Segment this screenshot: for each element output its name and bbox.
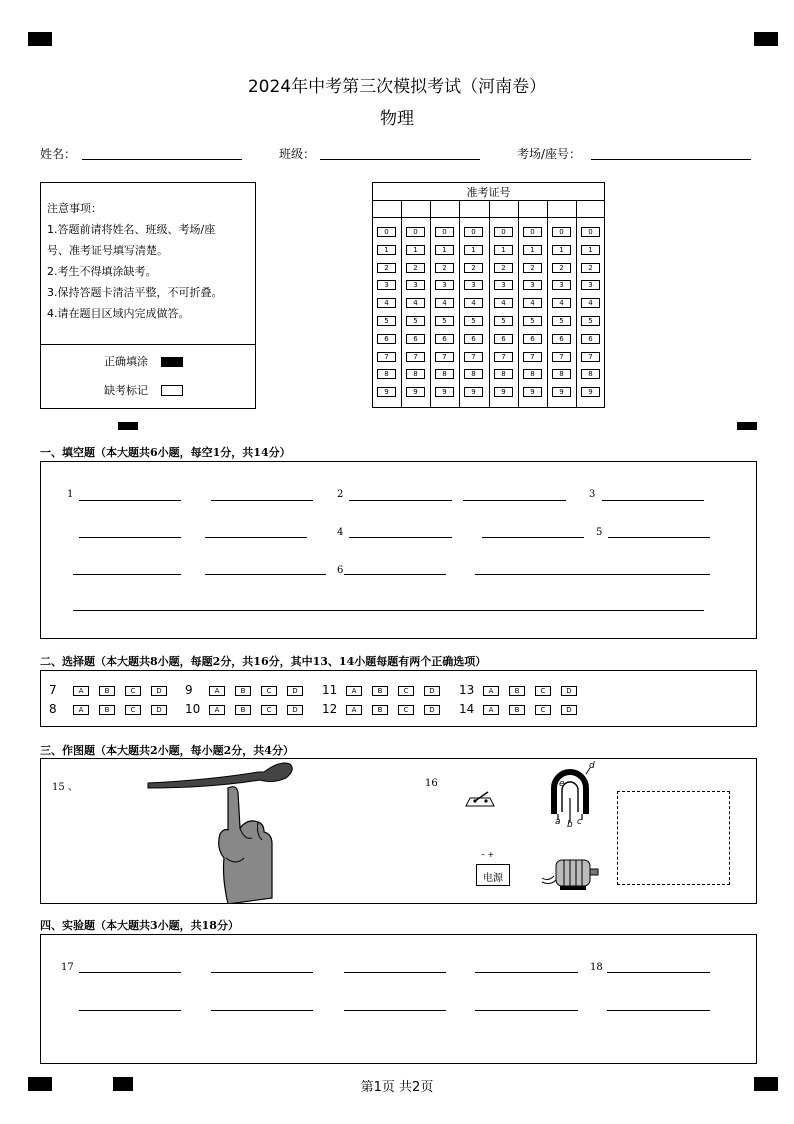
notice-item-2: 2.考生不得填涂缺考。 (47, 265, 157, 278)
admission-column-divider (518, 200, 519, 408)
fill-blank[interactable] (344, 574, 446, 575)
fill-blank[interactable] (602, 500, 704, 501)
notice-item-1: 1.答题前请将姓名、班级、考场/座 (47, 223, 216, 236)
admission-digit-bubble[interactable]: 0 (581, 227, 600, 237)
switch-icon (464, 788, 498, 810)
notice-item-1b: 号、准考证号填写清楚。 (47, 244, 168, 257)
admission-digit-bubble[interactable]: 1 (552, 245, 571, 255)
admission-digit-bubble[interactable]: 0 (377, 227, 396, 237)
choice-option-d[interactable]: D (151, 705, 167, 715)
registration-mark-mid-left (118, 422, 138, 430)
admission-digit-bubble[interactable]: 9 (377, 387, 396, 397)
fill-blank[interactable] (349, 537, 452, 538)
section-fill-box (40, 461, 757, 639)
admission-digit-bubble[interactable]: 9 (552, 387, 571, 397)
admission-digit-bubble[interactable]: 4 (464, 298, 483, 308)
admission-digit-bubble[interactable]: 2 (435, 263, 454, 273)
coil-label-c: c (577, 817, 582, 827)
admission-digit-bubble[interactable]: 5 (494, 316, 513, 326)
admission-digit-bubble[interactable]: 9 (581, 387, 600, 397)
fill-blank[interactable] (205, 537, 307, 538)
admission-digit-bubble[interactable]: 1 (494, 245, 513, 255)
registration-mark-top-left (28, 32, 52, 46)
choice-question-number: 11 (322, 683, 338, 697)
choice-option-d[interactable]: D (561, 705, 577, 715)
admission-digit-bubble[interactable]: 8 (406, 369, 425, 379)
fill-blank[interactable] (79, 500, 181, 501)
admission-digit-bubble[interactable]: 2 (552, 263, 571, 273)
class-label: 班级： (279, 147, 316, 161)
admission-digit-bubble[interactable]: 1 (406, 245, 425, 255)
fill-q2-number: 2 (337, 489, 344, 500)
admission-digit-entry[interactable] (460, 201, 487, 216)
section-experiment-box (40, 934, 757, 1064)
admission-digit-bubble[interactable]: 2 (377, 263, 396, 273)
seat-field[interactable] (591, 159, 751, 160)
admission-digit-bubble[interactable]: 6 (494, 334, 513, 344)
admission-digit-bubble[interactable]: 4 (552, 298, 571, 308)
experiment-blank[interactable] (607, 1010, 710, 1011)
admission-digit-bubble[interactable]: 8 (523, 369, 542, 379)
choice-option-b[interactable]: B (99, 705, 115, 715)
choice-option-a[interactable]: A (73, 686, 89, 696)
admission-digit-bubble[interactable]: 4 (494, 298, 513, 308)
admission-digit-bubble[interactable]: 6 (523, 334, 542, 344)
admission-digit-bubble[interactable]: 3 (523, 280, 542, 290)
choice-option-b[interactable]: B (235, 686, 251, 696)
experiment-q18-number: 18 (590, 962, 603, 973)
coil-label-d: d (589, 761, 595, 771)
experiment-q17-number: 17 (61, 962, 74, 973)
admission-digit-bubble[interactable]: 4 (377, 298, 396, 308)
admission-digit-bubble[interactable]: 7 (435, 352, 454, 362)
admission-column-divider (459, 200, 460, 408)
class-field[interactable] (320, 159, 480, 160)
admission-digit-bubble[interactable]: 6 (406, 334, 425, 344)
choice-option-d[interactable]: D (287, 686, 303, 696)
fill-blank[interactable] (79, 537, 181, 538)
admission-digit-bubble[interactable]: 8 (494, 369, 513, 379)
admission-digit-bubble[interactable]: 1 (464, 245, 483, 255)
motor-icon (540, 852, 602, 892)
fill-blank[interactable] (205, 574, 326, 575)
experiment-blank[interactable] (344, 1010, 446, 1011)
choice-option-a[interactable]: A (483, 705, 499, 715)
fill-q5-number: 5 (596, 527, 603, 538)
section-choice-title: 二、选择题（本大题共8小题，每题2分，共16分，其中13、14小题每题有两个正确选项） (40, 655, 487, 668)
power-polarity: – + (481, 850, 495, 859)
admission-digit-bubble[interactable]: 9 (435, 387, 454, 397)
admission-digit-bubble[interactable]: 0 (523, 227, 542, 237)
drawing-q15-number: 15 、 (52, 782, 78, 793)
admission-digit-bubble[interactable]: 1 (581, 245, 600, 255)
admission-digit-bubble[interactable]: 5 (464, 316, 483, 326)
choice-option-c[interactable]: C (398, 686, 414, 696)
experiment-blank[interactable] (79, 972, 181, 973)
section-experiment-title: 四、实验题（本大题共3小题，共18分） (40, 919, 239, 932)
admission-digit-bubble[interactable]: 3 (581, 280, 600, 290)
admission-digit-bubble[interactable]: 2 (406, 263, 425, 273)
admission-digit-bubble[interactable]: 7 (581, 352, 600, 362)
choice-option-b[interactable]: B (235, 705, 251, 715)
admission-digit-bubble[interactable]: 5 (406, 316, 425, 326)
choice-option-a[interactable]: A (73, 705, 89, 715)
admission-digit-bubble[interactable]: 9 (494, 387, 513, 397)
choice-option-c[interactable]: C (125, 686, 141, 696)
name-label: 姓名： (40, 147, 77, 161)
admission-digit-bubble[interactable]: 1 (435, 245, 454, 255)
admission-digit-bubble[interactable]: 6 (552, 334, 571, 344)
section-choice-box (40, 670, 757, 727)
choice-option-b[interactable]: B (509, 705, 525, 715)
registration-mark-top-right (754, 32, 778, 46)
admission-digit-bubble[interactable]: 4 (581, 298, 600, 308)
coil-label-b: b (567, 820, 573, 830)
choice-option-a[interactable]: A (346, 686, 362, 696)
fill-blank[interactable] (73, 574, 181, 575)
admission-digit-bubble[interactable]: 3 (552, 280, 571, 290)
experiment-blank[interactable] (475, 972, 578, 973)
admission-digit-bubble[interactable]: 6 (377, 334, 396, 344)
choice-option-b[interactable]: B (372, 705, 388, 715)
choice-option-d[interactable]: D (151, 686, 167, 696)
admission-digit-bubble[interactable]: 2 (581, 263, 600, 273)
notice-item-4: 4.请在题目区域内完成做答。 (47, 307, 190, 320)
admission-column-divider (576, 200, 577, 408)
seat-label: 考场/座号： (517, 147, 582, 161)
subject-title: 物理 (380, 109, 414, 129)
admission-digit-entry[interactable] (519, 201, 546, 216)
fill-q6-number: 6 (337, 565, 344, 576)
name-field[interactable] (82, 159, 242, 160)
coil-label-a: a (555, 817, 561, 827)
admission-digit-bubble[interactable]: 4 (435, 298, 454, 308)
fill-blank[interactable] (463, 500, 566, 501)
admission-digit-bubble[interactable]: 7 (377, 352, 396, 362)
admission-digit-bubble[interactable]: 0 (406, 227, 425, 237)
admission-digit-bubble[interactable]: 8 (581, 369, 600, 379)
exam-title: 2024年中考第三次模拟考试（河南卷） (247, 77, 547, 97)
admission-digit-bubble[interactable]: 5 (377, 316, 396, 326)
choice-option-c[interactable]: C (261, 686, 277, 696)
choice-option-d[interactable]: D (561, 686, 577, 696)
admission-digit-bubble[interactable]: 9 (406, 387, 425, 397)
choice-option-b[interactable]: B (99, 686, 115, 696)
choice-option-c[interactable]: C (261, 705, 277, 715)
correct-fill-sample (161, 357, 183, 367)
choice-option-c[interactable]: C (535, 705, 551, 715)
experiment-blank[interactable] (211, 1010, 313, 1011)
admission-digit-bubble[interactable]: 8 (435, 369, 454, 379)
fill-q3-number: 3 (589, 489, 596, 500)
admission-digit-entry[interactable] (548, 201, 575, 216)
absent-mark-label: 缺考标记 (104, 384, 148, 397)
correct-fill-label: 正确填涂 (104, 355, 148, 368)
hand-icon (219, 787, 272, 904)
hand-spoon-illustration (140, 758, 300, 904)
admission-digit-bubble[interactable]: 8 (552, 369, 571, 379)
experiment-blank[interactable] (344, 972, 446, 973)
registration-mark-mid-right (737, 422, 757, 430)
admission-digit-bubble[interactable]: 7 (464, 352, 483, 362)
choice-option-c[interactable]: C (398, 705, 414, 715)
admission-column-divider (401, 200, 402, 408)
experiment-blank[interactable] (607, 972, 710, 973)
choice-question-number: 7 (49, 683, 57, 697)
choice-option-c[interactable]: C (125, 705, 141, 715)
notice-item-3: 3.保持答题卡清洁平整，不可折叠。 (47, 286, 223, 299)
admission-digit-bubble[interactable]: 2 (494, 263, 513, 273)
admission-digit-bubble[interactable]: 6 (435, 334, 454, 344)
admission-digit-bubble[interactable]: 5 (523, 316, 542, 326)
admission-digit-bubble[interactable]: 5 (581, 316, 600, 326)
experiment-blank[interactable] (79, 1010, 181, 1011)
admission-digit-bubble[interactable]: 9 (464, 387, 483, 397)
admission-digit-bubble[interactable]: 6 (581, 334, 600, 344)
admission-digit-bubble[interactable]: 5 (552, 316, 571, 326)
admission-digit-bubble[interactable]: 4 (406, 298, 425, 308)
notice-divider (40, 344, 256, 345)
fill-blank[interactable] (349, 500, 452, 501)
fill-blank[interactable] (73, 610, 704, 611)
fill-q4-number: 4 (337, 527, 344, 538)
admission-digit-bubble[interactable]: 7 (494, 352, 513, 362)
choice-option-a[interactable]: A (209, 705, 225, 715)
admission-digit-bubble[interactable]: 3 (377, 280, 396, 290)
admission-column-divider (547, 200, 548, 408)
drawing-q16-number: 16 (425, 778, 438, 789)
admission-digit-bubble[interactable]: 4 (523, 298, 542, 308)
choice-option-b[interactable]: B (372, 686, 388, 696)
admission-digit-bubble[interactable]: 1 (377, 245, 396, 255)
coil-label-e: e (559, 779, 565, 789)
admission-digit-bubble[interactable]: 0 (435, 227, 454, 237)
admission-digit-bubble[interactable]: 8 (377, 369, 396, 379)
admission-digit-bubble[interactable]: 7 (406, 352, 425, 362)
admission-digit-bubble[interactable]: 1 (523, 245, 542, 255)
admission-digit-bubble[interactable]: 9 (523, 387, 542, 397)
choice-option-d[interactable]: D (424, 686, 440, 696)
admission-digit-bubble[interactable]: 2 (464, 263, 483, 273)
choice-question-number: 9 (185, 683, 193, 697)
fill-blank[interactable] (482, 537, 584, 538)
section-fill-title: 一、填空题（本大题共6小题，每空1分，共14分） (40, 446, 291, 459)
spoon-icon (148, 763, 292, 788)
choice-question-number: 12 (322, 702, 338, 716)
admission-digit-bubble[interactable]: 0 (464, 227, 483, 237)
notice-heading: 注意事项： (47, 202, 102, 215)
admission-digit-bubble[interactable]: 3 (435, 280, 454, 290)
admission-digit-bubble[interactable]: 0 (552, 227, 571, 237)
power-supply-label: 电源 (483, 873, 503, 884)
admission-digit-entry[interactable] (577, 201, 604, 216)
admission-digit-bubble[interactable]: 6 (464, 334, 483, 344)
admission-digit-bubble[interactable]: 3 (406, 280, 425, 290)
drawing-answer-area[interactable] (617, 791, 730, 885)
experiment-blank[interactable] (211, 972, 313, 973)
admission-digit-bubble[interactable]: 3 (494, 280, 513, 290)
choice-option-c[interactable]: C (535, 686, 551, 696)
admission-digit-bubble[interactable]: 7 (552, 352, 571, 362)
choice-question-number: 8 (49, 702, 57, 716)
admission-digit-bubble[interactable]: 2 (523, 263, 542, 273)
fill-blank[interactable] (475, 574, 710, 575)
admission-title: 准考证号 (466, 186, 511, 199)
choice-question-number: 14 (459, 702, 475, 716)
admission-digit-bubble[interactable]: 3 (464, 280, 483, 290)
fill-blank[interactable] (608, 537, 710, 538)
admission-digit-bubble[interactable]: 0 (494, 227, 513, 237)
page-number: 第1页 共2页 (360, 1080, 434, 1095)
absent-mark-box[interactable] (161, 385, 183, 396)
admission-column-divider (430, 200, 431, 408)
admission-digit-entry[interactable] (373, 201, 400, 216)
choice-question-number: 10 (185, 702, 201, 716)
admission-digit-bubble[interactable]: 7 (523, 352, 542, 362)
admission-digit-bubble[interactable]: 5 (435, 316, 454, 326)
choice-option-d[interactable]: D (287, 705, 303, 715)
fill-q1-number: 1 (67, 489, 74, 500)
choice-question-number: 13 (459, 683, 475, 697)
admission-digit-bubble[interactable]: 8 (464, 369, 483, 379)
choice-option-d[interactable]: D (424, 705, 440, 715)
admission-digit-entry[interactable] (490, 201, 517, 216)
fill-blank[interactable] (211, 500, 313, 501)
choice-option-a[interactable]: A (483, 686, 499, 696)
admission-digit-entry[interactable] (402, 201, 429, 216)
choice-option-b[interactable]: B (509, 686, 525, 696)
section-drawing-title: 三、作图题（本大题共2小题，每小题2分，共4分） (40, 744, 294, 757)
admission-digit-entry[interactable] (431, 201, 458, 216)
admission-column-divider (489, 200, 490, 408)
choice-option-a[interactable]: A (209, 686, 225, 696)
choice-option-a[interactable]: A (346, 705, 362, 715)
experiment-blank[interactable] (475, 1010, 578, 1011)
